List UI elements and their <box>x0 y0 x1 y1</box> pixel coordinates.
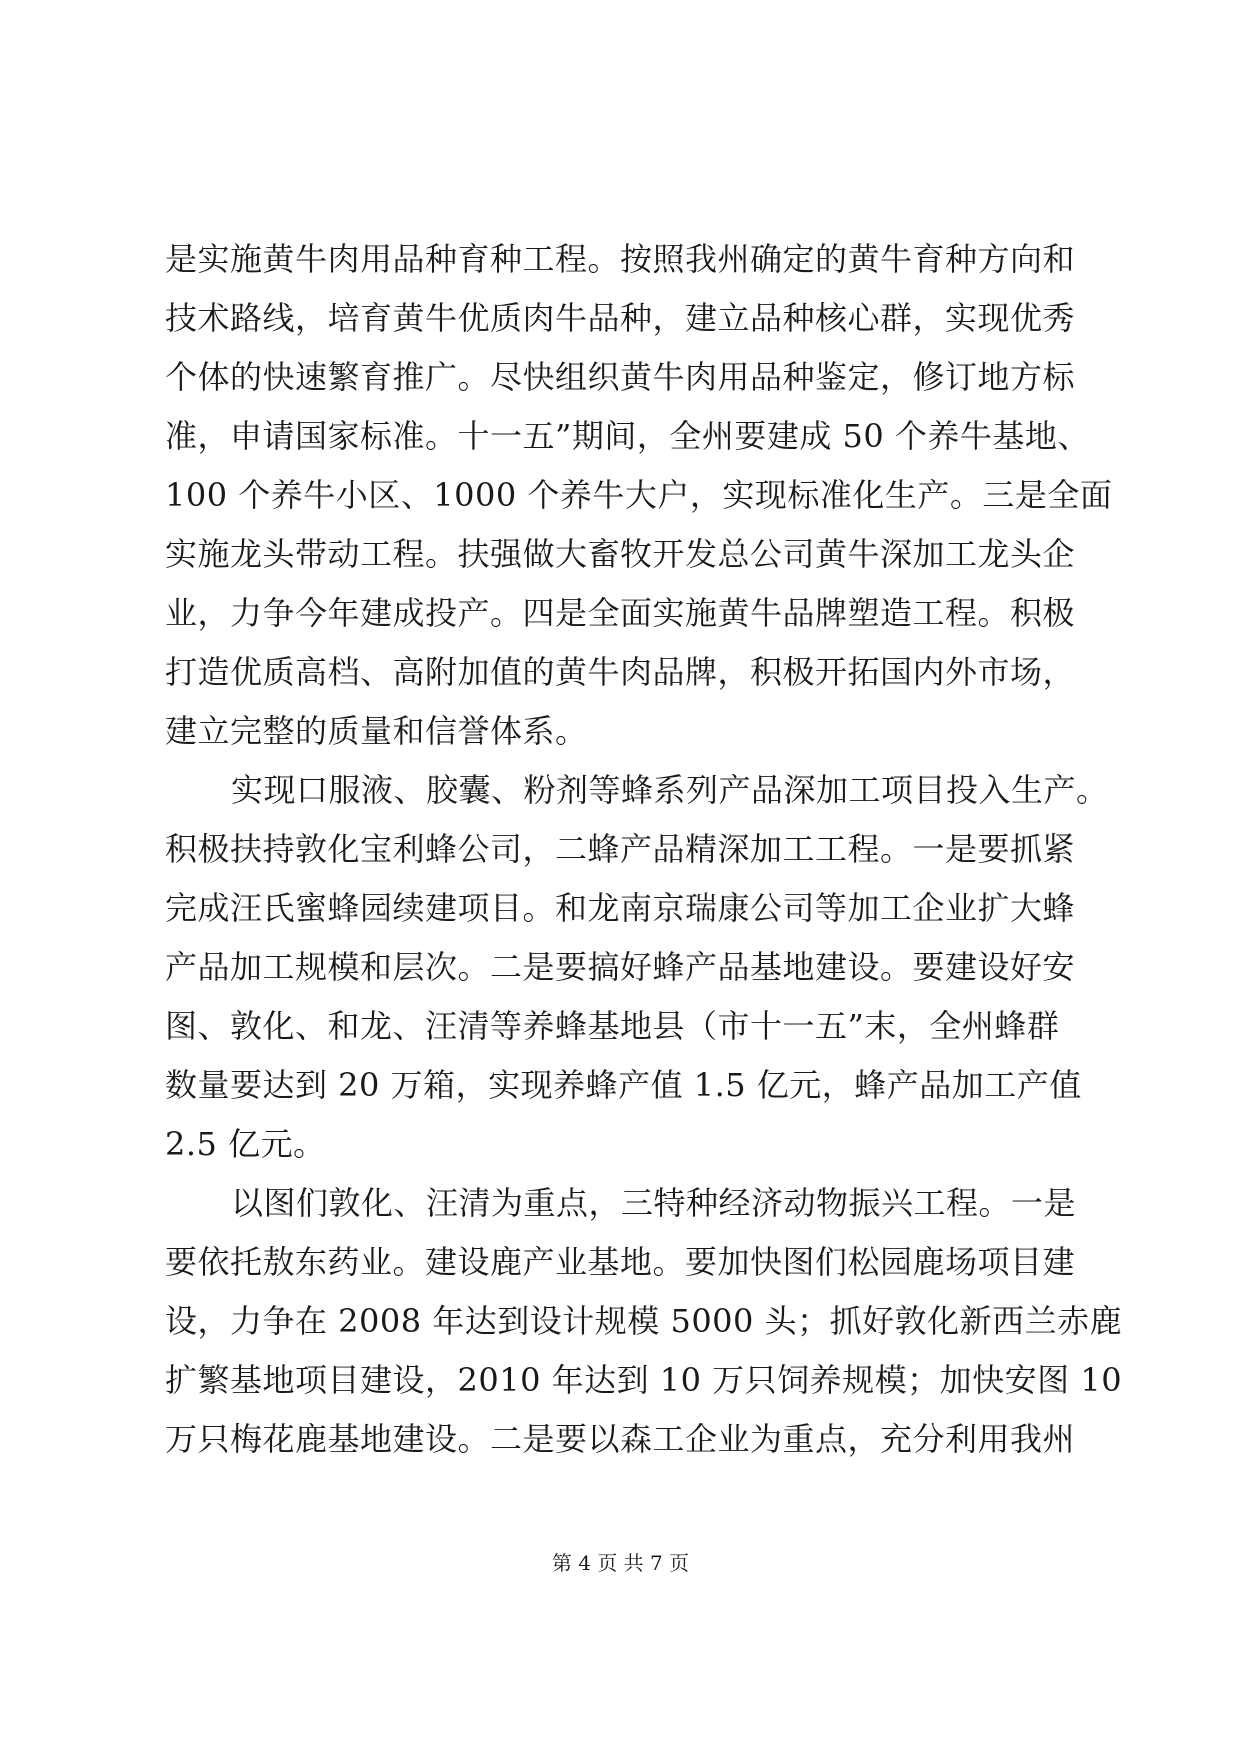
text-line: 产品加工规模和层次。二是要搞好蜂产品基地建设。要建设好安 <box>165 948 1076 986</box>
text-line: 完成汪氏蜜蜂园续建项目。和龙南京瑞康公司等加工企业扩大蜂 <box>165 889 1076 927</box>
text-line: 业，力争今年建成投产。四是全面实施黄牛品牌塑造工程。积极 <box>165 594 1076 632</box>
paragraph-start-line: 以图们敦化、汪清为重点，三特种经济动物振兴工程。一是 <box>231 1184 1077 1222</box>
page-number: 第 4 页 共 7 页 <box>551 1551 690 1575</box>
text-line: 实施龙头带动工程。扶强做大畜牧开发总公司黄牛深加工龙头企 <box>165 535 1076 573</box>
text-line: 100 个养牛小区、1000 个养牛大户，实现标准化生产。三是全面 <box>165 476 1113 514</box>
text-line: 是实施黄牛肉用品种育种工程。按照我州确定的黄牛育种方向和 <box>165 240 1076 278</box>
text-line: 设，力争在 2008 年达到设计规模 5000 头；抓好敦化新西兰赤鹿 <box>165 1302 1123 1340</box>
text-line: 万只梅花鹿基地建设。二是要以森工企业为重点，充分利用我州 <box>165 1420 1076 1458</box>
text-line: 打造优质高档、高附加值的黄牛肉品牌，积极开拓国内外市场， <box>165 653 1076 691</box>
text-line: 技术路线，培育黄牛优质肉牛品种，建立品种核心群，实现优秀 <box>165 299 1076 337</box>
text-line: 积极扶持敦化宝利蜂公司，二蜂产品精深加工工程。一是要抓紧 <box>165 830 1076 868</box>
text-line: 要依托敖东药业。建设鹿产业基地。要加快图们松园鹿场项目建 <box>165 1243 1076 1281</box>
text-line: 图、敦化、和龙、汪清等养蜂基地县（市十一五”末，全州蜂群 <box>165 1007 1060 1045</box>
text-line: 扩繁基地项目建设，2010 年达到 10 万只饲养规模；加快安图 10 <box>165 1361 1123 1399</box>
text-line: 数量要达到 20 万箱，实现养蜂产值 1.5 亿元，蜂产品加工产值 <box>165 1066 1082 1104</box>
paragraph-start-line: 实现口服液、胶囊、粉剂等蜂系列产品深加工项目投入生产。 <box>231 771 1109 809</box>
text-line: 建立完整的质量和信誉体系。 <box>165 712 588 750</box>
document-body <box>165 230 1123 1469</box>
page-footer <box>0 1550 1241 1576</box>
text-line: 2.5 亿元。 <box>165 1125 326 1163</box>
text-line: 个体的快速繁育推广。尽快组织黄牛肉用品种鉴定，修订地方标 <box>165 358 1076 396</box>
text-line: 准，申请国家标准。十一五”期间，全州要建成 50 个养牛基地、 <box>165 417 1090 455</box>
